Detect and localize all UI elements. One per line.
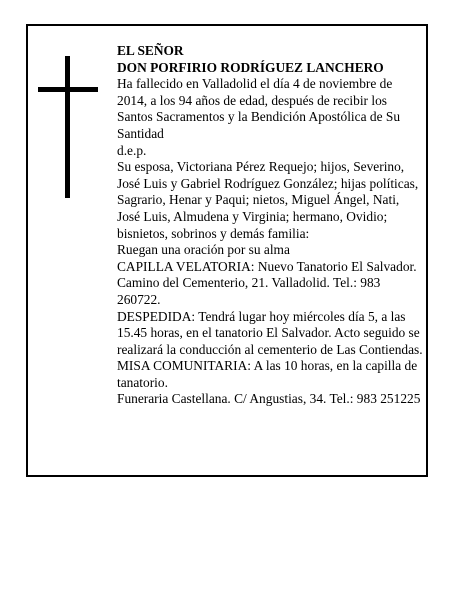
cross-horizontal-bar — [38, 87, 98, 92]
deceased-name: DON PORFIRIO RODRÍGUEZ LANCHERO — [117, 59, 384, 75]
cross-vertical-bar — [65, 56, 70, 198]
obituary-text — [117, 43, 423, 408]
rip-abbreviation: d.e.p. — [117, 142, 147, 158]
family-list: Su esposa, Victoriana Pérez Requejo; hijos, Severino, José Luis y Gabriel Rodríguez González; hijas políticas, Sagrario, Henar y Paqui; nietos, Miguel Ángel, Nati, José Luis, Almudena y Virginia; hermano, Ovidio; bisnietos, sobrinos y demás familia: — [117, 159, 419, 241]
prayer-request: Ruegan una oración por su alma — [117, 242, 290, 258]
funeral-home-info: Funeraria Castellana. C/ Angustias, 34. Tel.: 983 251225 — [117, 391, 421, 407]
death-announcement: Ha fallecido en Valladolid el día 4 de noviembre de 2014, a los 94 años de edad, después de recibir los Santos Sacramentos y la Bendición Apostólica de Su Santidad — [117, 76, 401, 141]
farewell-info: DESPEDIDA: Tendrá lugar hoy miércoles día 5, a las 15.45 horas, en el tanatorio El Salvador. Acto seguido se realizará la conducción al cementerio de Las Contiendas. MISA COMUNITARIA: A las 10 horas, en la capilla de tanatorio. — [117, 308, 423, 390]
obituary-notice — [26, 24, 428, 477]
cross-icon — [38, 56, 98, 198]
deceased-title: EL SEÑOR — [117, 43, 184, 58]
chapel-info: CAPILLA VELATORIA: Nuevo Tanatorio El Salvador. Camino del Cementerio, 21. Valladolid. Tel.: 983 260722. — [117, 258, 417, 307]
